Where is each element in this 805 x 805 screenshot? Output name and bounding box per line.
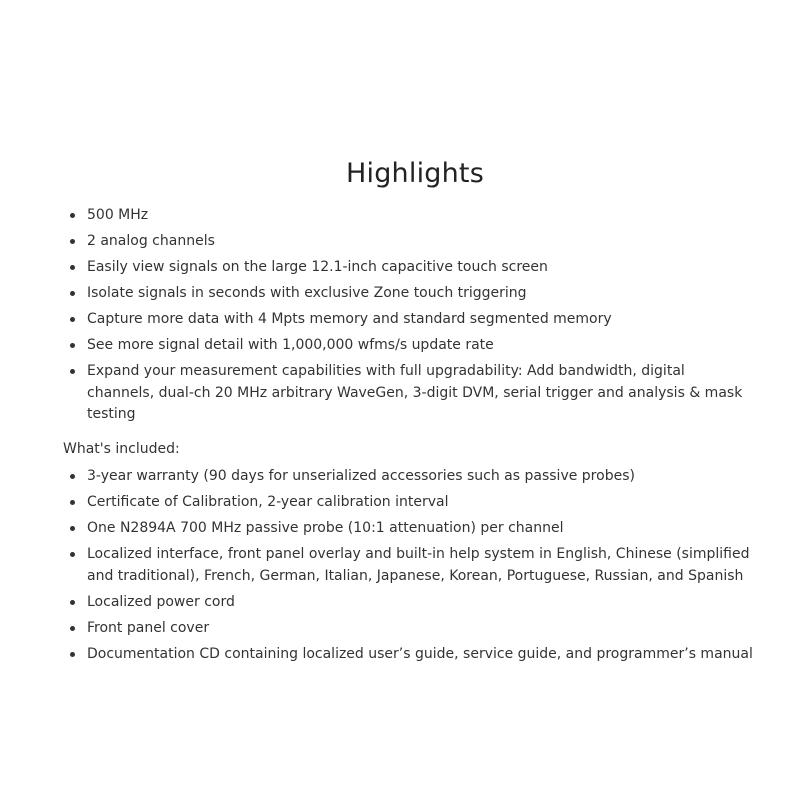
whats-included-label: What's included: (63, 440, 180, 457)
list-item: 3-year warranty (90 days for unserialized accessories such as passive probes) (63, 466, 753, 488)
highlights-content (63, 205, 753, 670)
list-item: Certificate of Calibration, 2-year calibration interval (63, 492, 753, 514)
highlights-list (63, 205, 753, 426)
included-list (63, 466, 753, 665)
list-item: 500 MHz (63, 205, 753, 227)
list-item: Documentation CD containing localized user’s guide, service guide, and programmer’s manual (63, 644, 753, 666)
list-item: Localized interface, front panel overlay and built-in help system in English, Chinese (simplified and traditional), French, German, Italian, Japanese, Korean, Portuguese, Russian, and Spanish (63, 544, 753, 587)
list-item: Front panel cover (63, 618, 753, 640)
page-title: Highlights (346, 158, 484, 189)
list-item: See more signal detail with 1,000,000 wfms/s update rate (63, 335, 753, 357)
list-item: One N2894A 700 MHz passive probe (10:1 attenuation) per channel (63, 518, 753, 540)
list-item: Localized power cord (63, 592, 753, 614)
list-item: Easily view signals on the large 12.1-inch capacitive touch screen (63, 257, 753, 279)
list-item: 2 analog channels (63, 231, 753, 253)
list-item: Capture more data with 4 Mpts memory and standard segmented memory (63, 309, 753, 331)
list-item: Expand your measurement capabilities with full upgradability: Add bandwidth, digital channels, dual-ch 20 MHz arbitrary WaveGen, 3-digit DVM, serial trigger and analysis & mask testing (63, 361, 753, 426)
list-item: Isolate signals in seconds with exclusive Zone touch triggering (63, 283, 753, 305)
